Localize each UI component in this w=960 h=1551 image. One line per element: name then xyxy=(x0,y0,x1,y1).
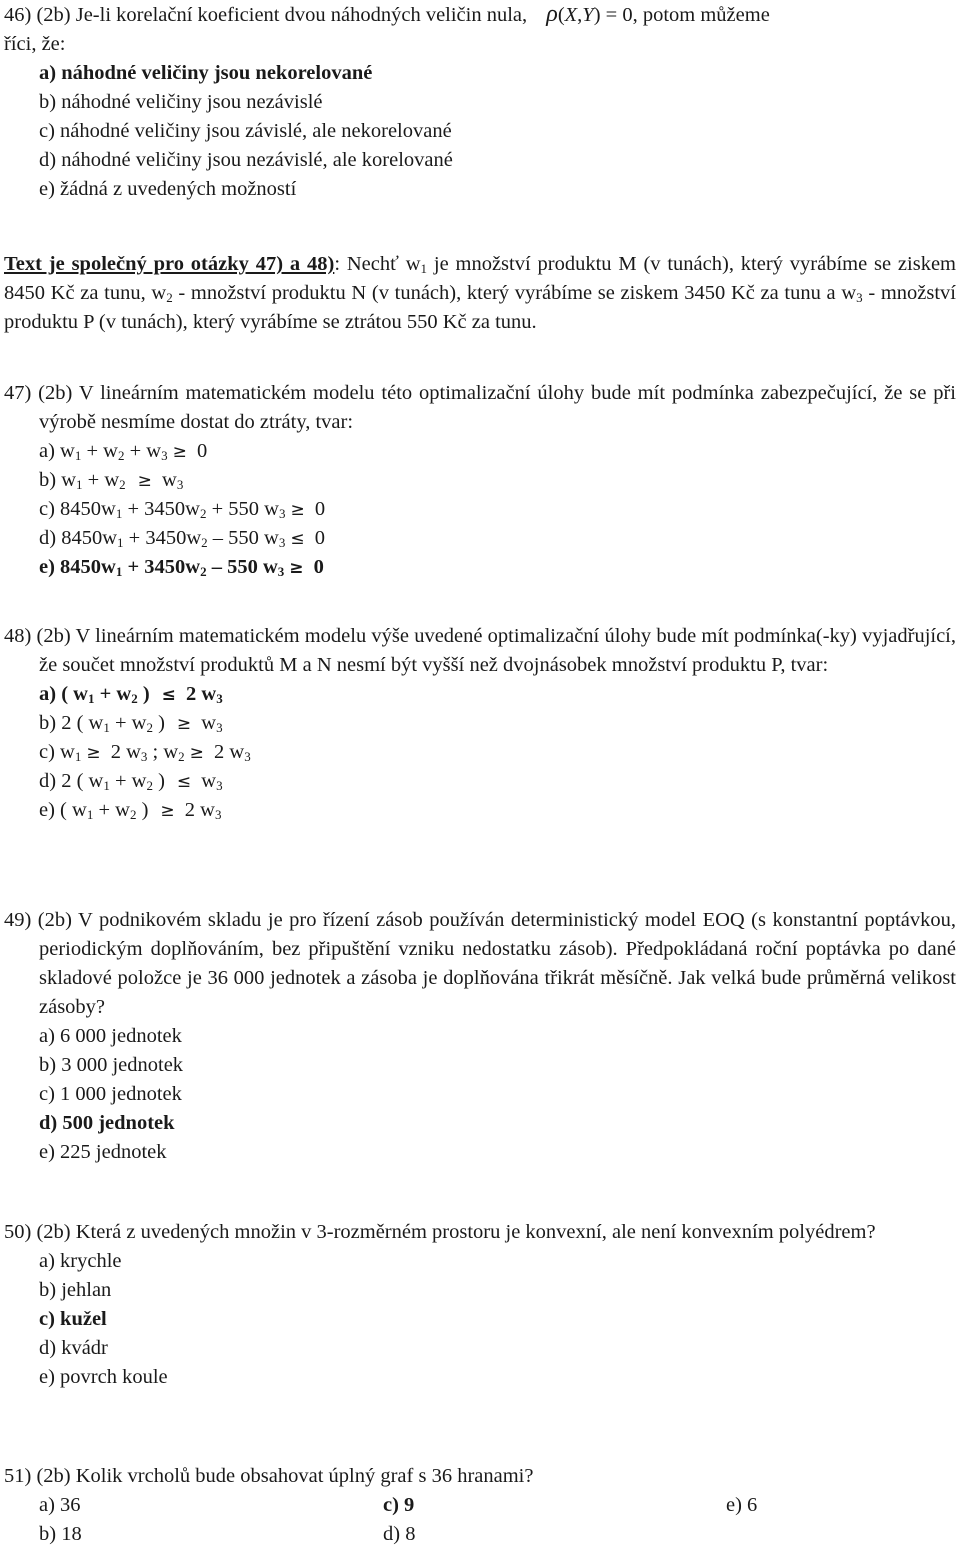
ge-symbol: ≥ xyxy=(160,801,175,821)
question-50-stem: 50) (2b) Která z uvedených množin v 3-rozměrném prostoru je konvexní, ale není konvexním polyédrem? xyxy=(4,1221,876,1243)
answer-50-b: b) jehlan xyxy=(39,1279,112,1301)
question-46-stem-cont: říci, že: xyxy=(4,33,66,55)
question-50 xyxy=(4,1218,956,1392)
answer-48-d: d) 2 ( $w_1 + w_2$ ) ≤ $w_3$ xyxy=(39,770,223,793)
answer-50-a: a) krychle xyxy=(39,1250,122,1272)
answer-50-d: d) kvádr xyxy=(39,1337,108,1359)
common-text: Text je společný pro otázky 47) a 48): Nechť $w_1$ je množství produktu M (v tunách), který vyrábíme se ziskem 8450 Kč za tunu, $w_2$ - množství produktu N (v tunách), který vyrábíme se ziskem 3450 Kč za tunu a $w_3$ - množství produktu P (v tunách), který vyrábíme se ztrátou 550 Kč za tunu. xyxy=(4,253,957,333)
question-49-stem: 49) (2b) V podnikovém skladu je pro řízení zásob používán deterministický model EOQ (s konstantní poptávkou, periodickým doplňováním, bez připuštění vzniku nedostatku zásob). Předpokládaná roční poptávka po dané skladové položce je 36 000 jednotek a zásoba je doplňována třikrát měsíčně. Jak velká bude průměrná velikost zásoby? xyxy=(4,909,956,1018)
answer-47-d: d) $8450w_1 + 3450w_2 - 550$ $w_3 \le 0$ xyxy=(39,527,325,550)
le-symbol: ≤ xyxy=(290,529,305,549)
ge-symbol: ≥ xyxy=(189,743,204,763)
answer-46-e: e) žádná z uvedených možností xyxy=(39,178,297,200)
answer-48-e: e) ( $w_1 + w_2$ ) ≥ 2 $w_3$ xyxy=(39,799,222,822)
answer-51-e: e) 6 xyxy=(726,1494,758,1516)
le-symbol: ≤ xyxy=(176,772,192,792)
question-47-stem: 47) (2b) V lineárním matematickém modelu této optimalizační úlohy bude mít podmínka zabezpečující, že se při výrobě nesmíme dostat do ztráty, tvar: xyxy=(4,382,956,433)
answer-46-a: a) náhodné veličiny jsou nekorelované xyxy=(39,62,373,84)
question-46 xyxy=(4,0,956,204)
ge-symbol: ≥ xyxy=(137,471,152,491)
answer-46-b: b) náhodné veličiny jsou nezávislé xyxy=(39,91,323,113)
answer-50-e: e) povrch koule xyxy=(39,1366,168,1388)
answer-51-a: a) 36 xyxy=(39,1494,81,1516)
answer-51-b: b) 18 xyxy=(39,1523,82,1545)
answer-46-d: d) náhodné veličiny jsou nezávislé, ale korelované xyxy=(39,149,453,171)
question-48 xyxy=(4,622,956,825)
answer-49-a: a) 6 000 jednotek xyxy=(39,1025,182,1047)
answer-48-a: a) ( $w_1 + w_2$ ) ≤ 2 $w_3$ xyxy=(39,683,223,706)
ge-symbol: ≥ xyxy=(86,743,101,763)
answer-46-c: c) náhodné veličiny jsou závislé, ale nekorelované xyxy=(39,120,452,142)
answer-48-c: c) $w_1 \ge 2$ $w_3$ ; $w_2 \ge 2$ $w_3$ xyxy=(39,741,251,764)
answer-47-a: a) $w_1 + w_2 + w_3 \ge 0$ xyxy=(39,440,208,463)
common-text-heading: Text je společný pro otázky 47) a 48) xyxy=(4,253,335,275)
ge-symbol: ≥ xyxy=(176,714,192,734)
ge-symbol: ≥ xyxy=(289,558,304,578)
answer-49-c: c) 1 000 jednotek xyxy=(39,1083,182,1105)
le-symbol: ≤ xyxy=(161,685,176,705)
correlation-formula: ρ(X,Y) = 0 xyxy=(546,1,633,27)
question-48-stem: 48) (2b) V lineárním matematickém modelu výše uvedené optimalizační úlohy bude mít podmínka(-ky) vyjadřující, že součet množství produktů M a N nesmí být vyšší než dvojnásobek množství produktu P, tvar: xyxy=(4,625,956,676)
answer-49-e: e) 225 jednotek xyxy=(39,1141,167,1163)
question-49 xyxy=(4,906,956,1167)
ge-symbol: ≥ xyxy=(172,442,187,462)
answer-49-d: d) 500 jednotek xyxy=(39,1112,175,1134)
ge-symbol: ≥ xyxy=(290,500,305,520)
answer-48-b: b) 2 ( $w_1 + w_2$ ) ≥ $w_3$ xyxy=(39,712,223,735)
question-47 xyxy=(4,379,956,582)
answer-51-c: c) 9 xyxy=(383,1494,415,1516)
answer-47-b: b) $w_1 + w_2 \ge w_3$ xyxy=(39,469,184,492)
question-51-stem: 51) (2b) Kolik vrcholů bude obsahovat úplný graf s 36 hranami? xyxy=(4,1465,534,1487)
answer-47-e: e) $8450w_1 + 3450w_2 - 550$ $w_3 \ge 0$ xyxy=(39,556,324,579)
answer-47-c: c) $8450w_1 + 3450w_2 + 550$ $w_3 \ge 0$ xyxy=(39,498,326,521)
answer-49-b: b) 3 000 jednotek xyxy=(39,1054,184,1076)
answer-50-c: c) kužel xyxy=(39,1308,107,1330)
answer-51-d: d) 8 xyxy=(383,1523,416,1545)
question-46-stem: 46) (2b) Je-li korelační koeficient dvou náhodných veličin nula, ρ(X,Y) = 0, potom můžeme xyxy=(4,1,770,27)
question-51 xyxy=(4,1462,956,1549)
